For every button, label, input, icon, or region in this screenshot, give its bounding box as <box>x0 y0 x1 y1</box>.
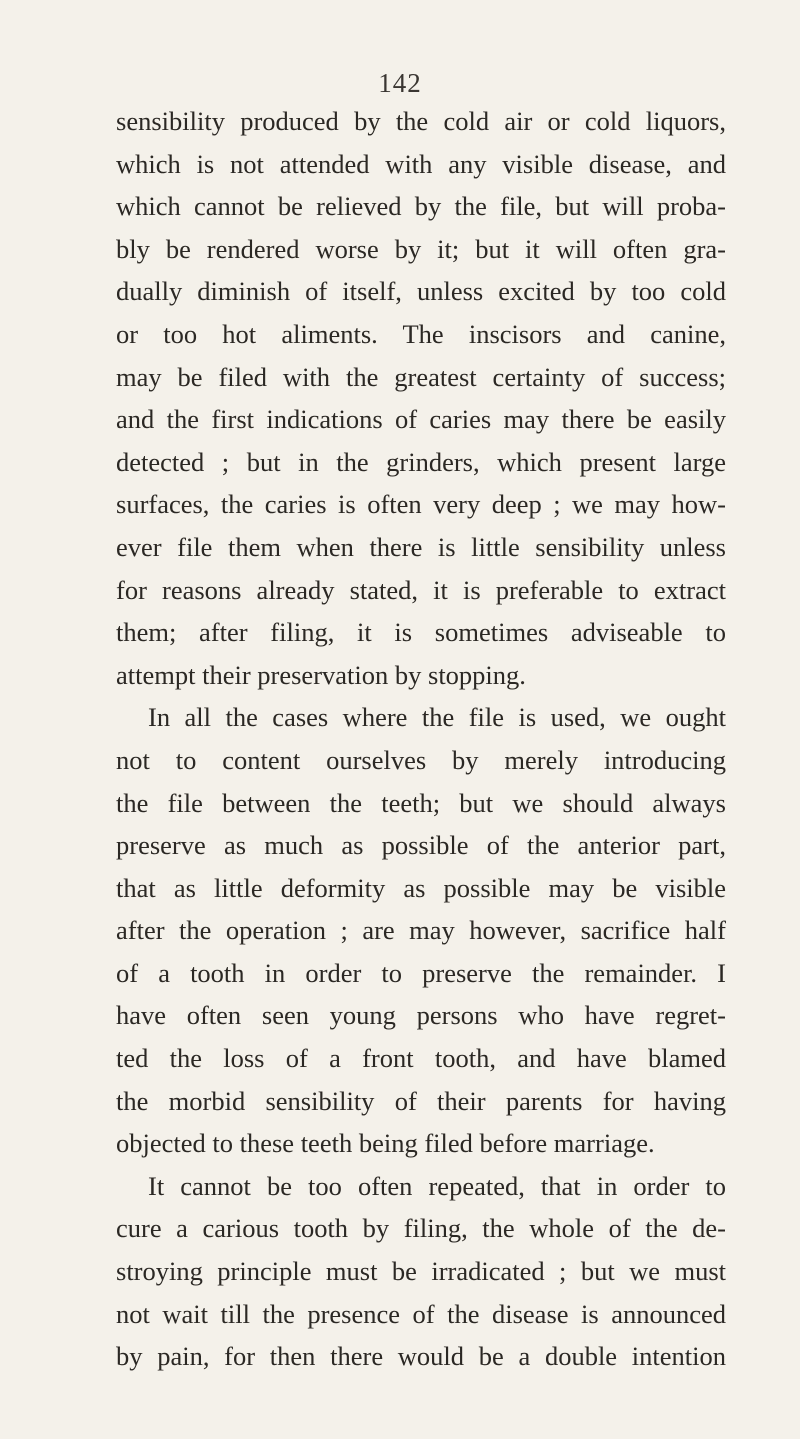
text-line: and the first indications of caries may there be easily <box>116 404 726 435</box>
text-line: which is not attended with any visible disease, and <box>116 148 726 179</box>
text-line: that as little deformity as possible may be visible <box>116 872 726 903</box>
page-number: 142 <box>378 68 422 98</box>
text-line: cure a carious tooth by filing, the whole of the de- <box>116 1213 726 1244</box>
text-line: preserve as much as possible of the anterior part, <box>116 830 726 861</box>
text-line: may be filed with the greatest certainty of success; <box>116 361 726 392</box>
paragraph-start-line: It cannot be too often repeated, that in order to <box>148 1170 726 1201</box>
text-line: not to content ourselves by merely introducing <box>116 744 726 775</box>
text-line: ever file them when there is little sensibility unless <box>116 531 726 562</box>
text-line: ted the loss of a front tooth, and have blamed <box>116 1043 726 1074</box>
text-line: dually diminish of itself, unless excited by too cold <box>116 276 726 307</box>
paragraph-start-line: In all the cases where the file is used, we ought <box>148 702 726 733</box>
paragraph-end-line: attempt their preservation by stopping. <box>116 659 526 690</box>
text-line: of a tooth in order to preserve the remainder. I <box>116 957 726 988</box>
text-line: sensibility produced by the cold air or cold liquors, <box>116 106 726 136</box>
text-line: stroying principle must be irradicated ; but we must <box>116 1256 726 1287</box>
text-line: surfaces, the caries is often very deep ; we may how- <box>116 489 726 520</box>
text-line: the file between the teeth; but we should always <box>116 787 726 818</box>
text-line: for reasons already stated, it is preferable to extract <box>116 574 726 605</box>
text-line: detected ; but in the grinders, which present large <box>116 446 726 477</box>
text-line: by pain, for then there would be a double intention <box>116 1341 726 1372</box>
text-line: which cannot be relieved by the file, but will proba- <box>116 191 726 222</box>
text-line: bly be rendered worse by it; but it will often gra- <box>116 233 726 264</box>
paragraph-end-line: objected to these teeth being filed before marriage. <box>116 1128 655 1159</box>
text-line: not wait till the presence of the disease is announced <box>116 1298 726 1329</box>
text-line: the morbid sensibility of their parents for having <box>116 1085 726 1116</box>
text-line: after the operation ; are may however, sacrifice half <box>116 915 726 946</box>
text-line: them; after filing, it is sometimes adviseable to <box>116 617 726 648</box>
text-line: or too hot aliments. The inscisors and canine, <box>116 318 726 349</box>
text-line: have often seen young persons who have regret- <box>116 1000 726 1031</box>
body-text <box>116 100 726 1378</box>
